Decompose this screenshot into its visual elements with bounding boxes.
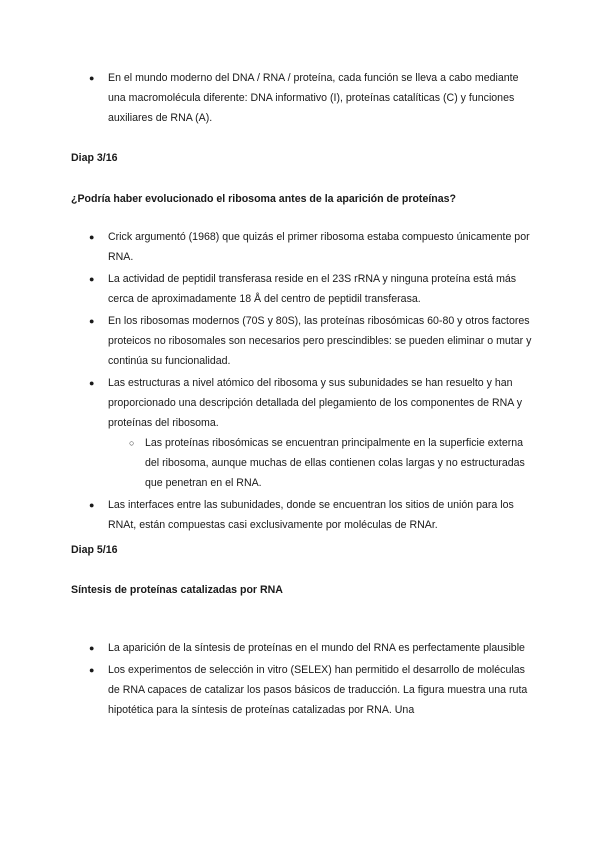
list-item-text: Las estructuras a nivel atómico del ribosoma y sus subunidades se han resuelto y han proporcionado una descripción detallada del plegamiento de los componentes de RNA y proteínas del ribosoma. (108, 377, 523, 429)
bullet-icon: ● (89, 665, 95, 675)
slide-title-5: Síntesis de proteínas catalizadas por RNA (71, 584, 283, 596)
bullet-icon: ● (89, 643, 95, 653)
sub-list-item (108, 433, 538, 493)
list-item-text: En el mundo moderno del DNA / RNA / proteína, cada función se lleva a cabo mediante una macromolécula diferente: DNA informativo (I), proteínas catalíticas (C) y funciones auxiliares de RNA (A). (108, 72, 519, 124)
list-item-text: Los experimentos de selección in vitro (SELEX) han permitido el desarrollo de moléculas de RNA capaces de catalizar los pasos básicos de traducción. La figura muestra una ruta hipotética para la síntesis de proteínas catalizadas por RNA. Una (108, 664, 528, 716)
list-item-text: La aparición de la síntesis de proteínas en el mundo del RNA es perfectamente plausible (108, 642, 525, 654)
list-item (0, 495, 600, 535)
sub-bullet-list (108, 433, 538, 493)
list-item-text: Las interfaces entre las subunidades, donde se encuentran los sitios de unión para los RNAt, están compuestas casi exclusivamente por moléculas de RNAr. (108, 499, 514, 531)
list-item-text: En los ribosomas modernos (70S y 80S), las proteínas ribosómicas 60-80 y otros factores proteicos no ribosomales son necesarios pero prescindibles: se pueden eliminar o mutar y continúa su funcionalidad. (108, 315, 532, 367)
slide-label-5: Diap 5/16 (71, 544, 118, 556)
slide-label-3: Diap 3/16 (71, 152, 118, 164)
list-item (0, 638, 600, 658)
slide-title-3: ¿Podría haber evolucionado el ribosoma antes de la aparición de proteínas? (71, 193, 457, 205)
list-item (0, 373, 600, 493)
list-item (0, 68, 600, 128)
bullet-icon: ● (89, 378, 95, 388)
bullet-icon: ● (89, 316, 95, 326)
list-item-text: La actividad de peptidil transferasa reside en el 23S rRNA y ninguna proteína está más cerca de aproximadamente 18 Å del centro de peptidil transferasa. (108, 273, 517, 305)
list-item (0, 227, 600, 267)
slide5-bullet-list (0, 638, 600, 722)
bullet-icon: ● (89, 274, 95, 284)
list-item (0, 311, 600, 371)
list-item (0, 269, 600, 309)
bullet-icon: ● (89, 73, 95, 83)
intro-bullet-list (0, 68, 600, 130)
slide3-bullet-list (0, 227, 600, 537)
list-item-text: Crick argumentó (1968) que quizás el primer ribosoma estaba compuesto únicamente por RNA. (108, 231, 530, 263)
sub-list-item-text: Las proteínas ribosómicas se encuentran principalmente en la superficie externa del ribosoma, aunque muchas de ellas contienen colas largas y no estructuradas que penetran en el RNA. (145, 437, 525, 489)
list-item (0, 660, 600, 720)
bullet-icon: ● (89, 232, 95, 242)
bullet-icon: ● (89, 500, 95, 510)
sub-bullet-icon: ○ (129, 438, 135, 448)
